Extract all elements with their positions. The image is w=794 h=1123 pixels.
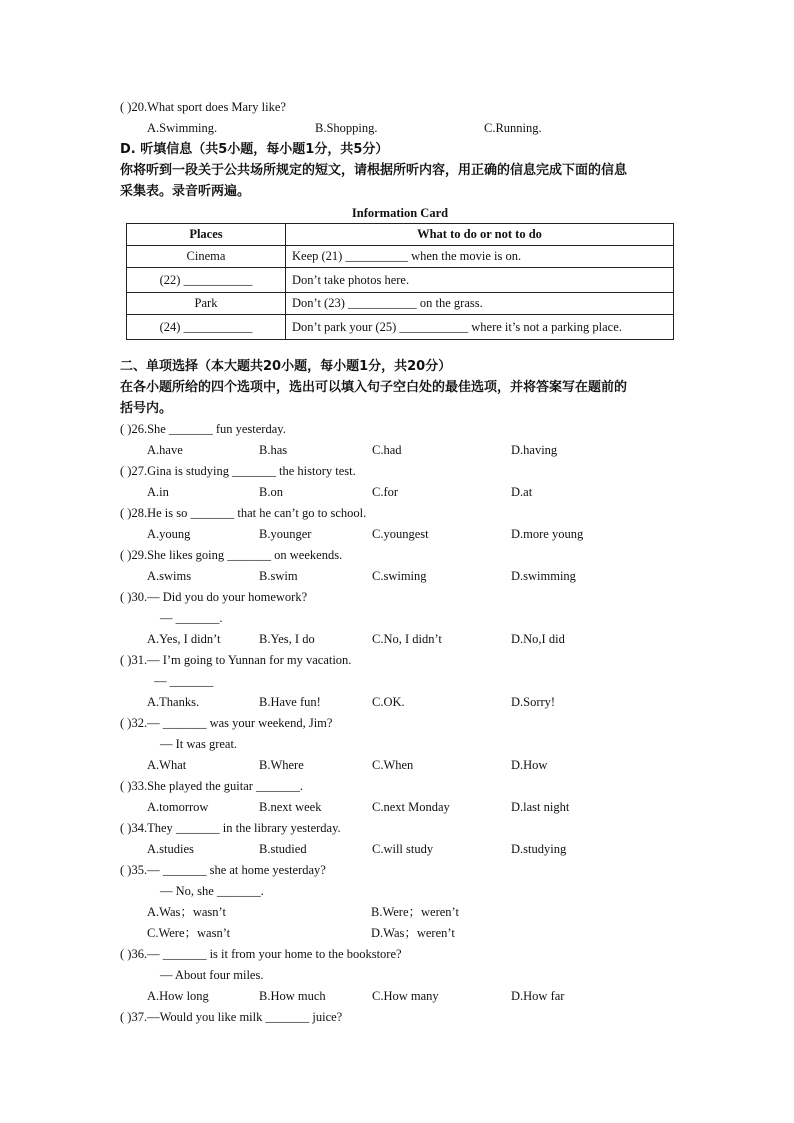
table-cell-rule: Don’t take photos here. xyxy=(286,268,674,293)
option-a: A.in xyxy=(147,485,169,499)
question-20-options xyxy=(120,118,680,139)
option-d: D.having xyxy=(511,443,558,457)
table-cell-rule: Don’t (23) ___________ on the grass. xyxy=(286,293,674,315)
table-cell-place: Park xyxy=(127,293,286,315)
section-2-title: 二、单项选择（本大题共20小题，每小题1分，共20分） xyxy=(120,359,452,374)
option-b: B.Shopping. xyxy=(315,121,378,135)
question-stem: ( )28.He is so _______ that he can’t go to school. xyxy=(120,506,367,520)
option-c: C.Were；wasn’t xyxy=(147,926,231,940)
option-b: B.on xyxy=(259,485,283,499)
question-stem: ( )36.— _______ is it from your home to the bookstore? xyxy=(120,947,402,961)
section-2-instruction-1: 在各小题所给的四个选项中，选出可以填入句子空白处的最佳选项，并将答案写在题前的 xyxy=(120,380,628,395)
question-stem: ( )26.She _______ fun yesterday. xyxy=(120,422,286,436)
option-d: D.No,I did xyxy=(511,632,565,646)
option-d: D.Was；weren’t xyxy=(371,926,455,940)
option-d: D.more young xyxy=(511,527,584,541)
option-a: A.studies xyxy=(147,842,194,856)
option-a: A.Thanks. xyxy=(147,695,200,709)
question-reply: — No, she _______. xyxy=(160,884,264,898)
option-c: C.next Monday xyxy=(372,800,450,814)
option-a: A.swims xyxy=(147,569,192,583)
option-b: B.has xyxy=(259,443,288,457)
question-options xyxy=(120,986,680,1007)
option-d: D.at xyxy=(511,485,533,499)
table-header-row xyxy=(127,224,674,246)
question-stem: ( )33.She played the guitar _______. xyxy=(120,779,303,793)
question-stem: ( )31.— I’m going to Yunnan for my vacation. xyxy=(120,653,352,667)
question-stem: ( )30.— Did you do your homework? xyxy=(120,590,308,604)
table-row xyxy=(127,315,674,340)
option-b: B.Have fun! xyxy=(259,695,321,709)
question-options xyxy=(120,482,680,503)
question-stem: ( )35.— _______ she at home yesterday? xyxy=(120,863,326,877)
option-a: A.tomorrow xyxy=(147,800,209,814)
option-c: C.How many xyxy=(372,989,439,1003)
option-b: B.younger xyxy=(259,527,312,541)
section-d-instruction-1: 你将听到一段关于公共场所规定的短文，请根据所听内容，用正确的信息完成下面的信息 xyxy=(120,163,628,178)
question-options xyxy=(120,755,680,776)
option-b: B.swim xyxy=(259,569,298,583)
option-c: C.No, I didn’t xyxy=(372,632,442,646)
question-options xyxy=(120,902,680,923)
option-a: A.have xyxy=(147,443,183,457)
option-a: A.How long xyxy=(147,989,209,1003)
option-d: D.How far xyxy=(511,989,565,1003)
option-c: C.for xyxy=(372,485,399,499)
table-cell-place: Cinema xyxy=(127,246,286,268)
table-cell-rule: Keep (21) __________ when the movie is on. xyxy=(286,246,674,268)
section-2-instruction-2: 括号内。 xyxy=(120,401,173,416)
option-d: D.swimming xyxy=(511,569,576,583)
question-options xyxy=(120,923,680,944)
option-a: A.young xyxy=(147,527,191,541)
question-stem: ( )32.— _______ was your weekend, Jim? xyxy=(120,716,333,730)
option-c: C.Running. xyxy=(484,121,542,135)
section-d-instruction-2: 采集表。录音听两遍。 xyxy=(120,184,251,199)
option-c: C.When xyxy=(372,758,414,772)
question-options xyxy=(120,566,680,587)
option-b: B.How much xyxy=(259,989,326,1003)
information-card-title: Information Card xyxy=(351,206,449,220)
question-stem: ( )29.She likes going _______ on weekends. xyxy=(120,548,343,562)
option-a: A.What xyxy=(147,758,187,772)
header-what-to-do: What to do or not to do xyxy=(286,224,674,246)
question-options xyxy=(120,839,680,860)
question-stem: ( )34.They _______ in the library yesterday. xyxy=(120,821,341,835)
option-a: A.Yes, I didn’t xyxy=(147,632,221,646)
table-cell-place: (22) ___________ xyxy=(127,268,286,293)
option-d: D.How xyxy=(511,758,548,772)
option-c: C.swiming xyxy=(372,569,427,583)
question-options xyxy=(120,692,680,713)
information-card-table xyxy=(126,223,674,340)
option-b: B.studied xyxy=(259,842,307,856)
question-list xyxy=(120,419,680,1028)
section-d-title: D. 听填信息（共5小题，每小题1分，共5分） xyxy=(120,142,389,157)
table-cell-place: (24) ___________ xyxy=(127,315,286,340)
question-options xyxy=(120,524,680,545)
exam-page xyxy=(120,97,680,1028)
option-d: D.studying xyxy=(511,842,567,856)
table-row xyxy=(127,293,674,315)
header-places: Places xyxy=(127,224,286,246)
question-reply: — It was great. xyxy=(160,737,238,751)
option-a: A.Swimming. xyxy=(147,121,218,135)
question-options xyxy=(120,797,680,818)
option-b: B.Yes, I do xyxy=(259,632,315,646)
question-20-stem: ( )20.What sport does Mary like? xyxy=(120,100,286,114)
option-c: C.will study xyxy=(372,842,434,856)
option-b: B.Were；weren’t xyxy=(371,905,459,919)
option-d: D.Sorry! xyxy=(511,695,556,709)
option-a: A.Was；wasn’t xyxy=(147,905,226,919)
question-options xyxy=(120,440,680,461)
table-row xyxy=(127,246,674,268)
table-cell-rule: Don’t park your (25) ___________ where it’s not a parking place. xyxy=(286,315,674,340)
question-stem: ( )27.Gina is studying _______ the history test. xyxy=(120,464,356,478)
question-stem: ( )37.—Would you like milk _______ juice? xyxy=(120,1010,343,1024)
table-row xyxy=(127,268,674,293)
option-b: B.Where xyxy=(259,758,304,772)
option-c: C.OK. xyxy=(372,695,405,709)
option-c: C.youngest xyxy=(372,527,429,541)
question-options xyxy=(120,629,680,650)
question-reply: — _______ xyxy=(154,674,214,688)
option-d: D.last night xyxy=(511,800,570,814)
option-b: B.next week xyxy=(259,800,322,814)
question-reply: — About four miles. xyxy=(160,968,264,982)
option-c: C.had xyxy=(372,443,402,457)
question-reply: — _______. xyxy=(160,611,223,625)
